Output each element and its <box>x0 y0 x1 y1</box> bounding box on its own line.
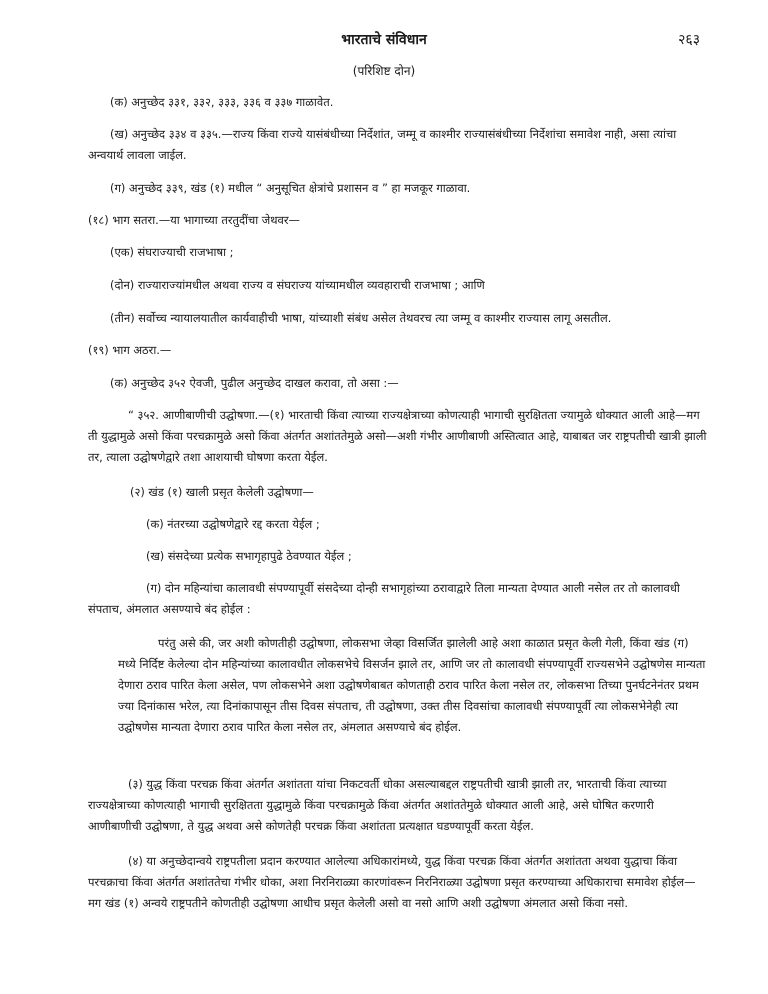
clause-2-ga: (ग) दोन महिन्यांचा कालावधी संपण्यापूर्वी संसदेच्या दोन्ही सभागृहांच्या ठरावाद्वारे तिला मान्यता देण्यात आली नसेल तर तो कालावधी संपताच, अंमलात असण्याचे बंद होईल : <box>88 581 680 616</box>
clause-ka-omit: (क) अनुच्छेद ३३१, ३३२, ३३३, ३३६ व ३३७ गाळावेत. <box>110 95 334 109</box>
clause-kha-334-335: (ख) अनुच्छेद ३३४ व ३३५.—राज्य किंवा राज्ये यासंबंधीच्या निर्देशांत, जम्मू व काश्मीर राज्यासंबंधीच्या निर्देशांचा समावेश नाही, असा त्यांचा अन्वयार्थ लावला जाईल. <box>88 127 677 162</box>
item-three-supreme-court-language: (तीन) सर्वोच्च न्यायालयातील कार्यवाहीची भाषा, यांच्याशी संबंध असेल तेथवरच त्या जम्मू व काश्मीर राज्यास लागू असतील. <box>110 311 612 325</box>
page-subtitle: (परिशिष्ट दोन) <box>352 64 416 78</box>
clause-ka-352-substitute: (क) अनुच्छेद ३५२ ऐवजी, पुढील अनुच्छेद दाखल करावा, तो असा :— <box>110 376 399 390</box>
page-number: २६३ <box>678 32 700 48</box>
article-352-clause-1: “ ३५२. आणीबाणीची उद्घोषणा.—(१) भारताची किंवा त्याच्या राज्यक्षेत्राच्या कोणत्याही भागाची सुरक्षितता ज्यामुळे धोक्यात आली आहे—मग ती युद्धामुळे असो किंवा परचक्रामुळे असो किंवा अंतर्गत अशांततेमुळे असो—अशी गंभीर आणीबाणी अस्तित्वात आहे, याबाबत जर राष्ट्रपतीची खात्री झाली तर, त्याला उद्घोषणेद्वारे तशा आशयाची घोषणा करता येईल. <box>88 408 707 464</box>
item-one-official-language: (एक) संघराज्याची राजभाषा ; <box>110 245 234 259</box>
clause-2-kha: (ख) संसदेच्या प्रत्येक सभागृहापुढे ठेवण्यात येईल ; <box>146 549 352 563</box>
item-two-interstate-language: (दोन) राज्याराज्यांमधील अथवा राज्य व संघराज्य यांच्यामधील व्यवहाराची राजभाषा ; आणि <box>110 278 485 292</box>
clause-ga-339: (ग) अनुच्छेद ३३९, खंड (१) मधील “ अनुसूचित क्षेत्रांचे प्रशासन व ” हा मजकूर गाळावा. <box>110 181 471 195</box>
article-352-clause-4: (४) या अनुच्छेदान्वये राष्ट्रपतीला प्रदान करण्यात आलेल्या अधिकारांमध्ये, युद्ध किंवा परचक्र किंवा अंतर्गत अशांतता अथवा युद्धाचा किंवा परचक्राचा किंवा अंतर्गत अशांततेचा गंभीर धोका, अशा निरनिराळ्या कारणांवरून निरनिराळ्या उद्घोषणा प्रसृत करण्याच्या अधिकाराचा समावेश होईल—मग खंड (१) अन्वये राष्ट्रपतीने कोणतीही उद्घोषणा आधीच प्रसृत केलेली असो वा नसो आणि अशी उद्घोषणा अंमलात असो किंवा नसो. <box>88 854 696 910</box>
proviso: परंतु असे की, जर अशी कोणतीही उद्घोषणा, लोकसभा जेव्हा विसर्जित झालेली आहे अशा काळात प्रसृत केली गेली, किंवा खंड (ग) मध्ये निर्दिष्ट केलेल्या दोन महिन्यांच्या कालावधीत लोकसभेचे विसर्जन झाले तर, आणि जर तो कालावधी संपण्यापूर्वी राज्यसभेने उद्घोषणेस मान्यता देणारा ठराव पारित केला असेल, पण लोकसभेने अशा उद्घोषणेबाबत कोणताही ठराव पारित केला नसेल तर, लोकसभा तिच्या पुनर्घटनेनंतर प्रथम ज्या दिनांकास भरेल, त्या दिनांकापासून तीस दिवस संपताच, ती उद्घोषणा, उक्त तीस दिवसांचा कालावधी संपण्यापूर्वी त्या लोकसभेनेही त्या उद्घोषणेस मान्यता देणारा ठराव पारित केला नसेल तर, अंमलात असण्याचे बंद होईल. <box>118 636 706 734</box>
page-title: भारताचे संविधान <box>341 32 427 48</box>
article-352-clause-2: (२) खंड (१) खाली प्रसृत केलेली उद्घोषणा— <box>130 485 314 499</box>
clause-2-ka: (क) नंतरच्या उद्घोषणेद्वारे रद्द करता येईल ; <box>146 517 320 531</box>
part-seventeen-heading: (१८) भाग सतरा.—या भागाच्या तरतुदींचा जेथवर— <box>88 213 300 227</box>
part-eighteen-heading: (१९) भाग अठरा.— <box>88 343 172 357</box>
article-352-clause-3: (३) युद्ध किंवा परचक्र किंवा अंतर्गत अशांतता यांचा निकटवर्ती धोका असल्याबद्दल राष्ट्रपतीची खात्री झाली तर, भारताची किंवा त्याच्या राज्यक्षेत्राच्या कोणत्याही भागाची सुरक्षितता युद्धामुळे किंवा परचक्रामुळे किंवा अंतर्गत अशांततेमुळे धोक्यात आली आहे, असे घोषित करणारी आणीबाणीची उद्घोषणा, ते युद्ध अथवा असे कोणतेही परचक्र किंवा अशांतता प्रत्यक्षात घडण्यापूर्वी करता येईल. <box>88 777 667 833</box>
